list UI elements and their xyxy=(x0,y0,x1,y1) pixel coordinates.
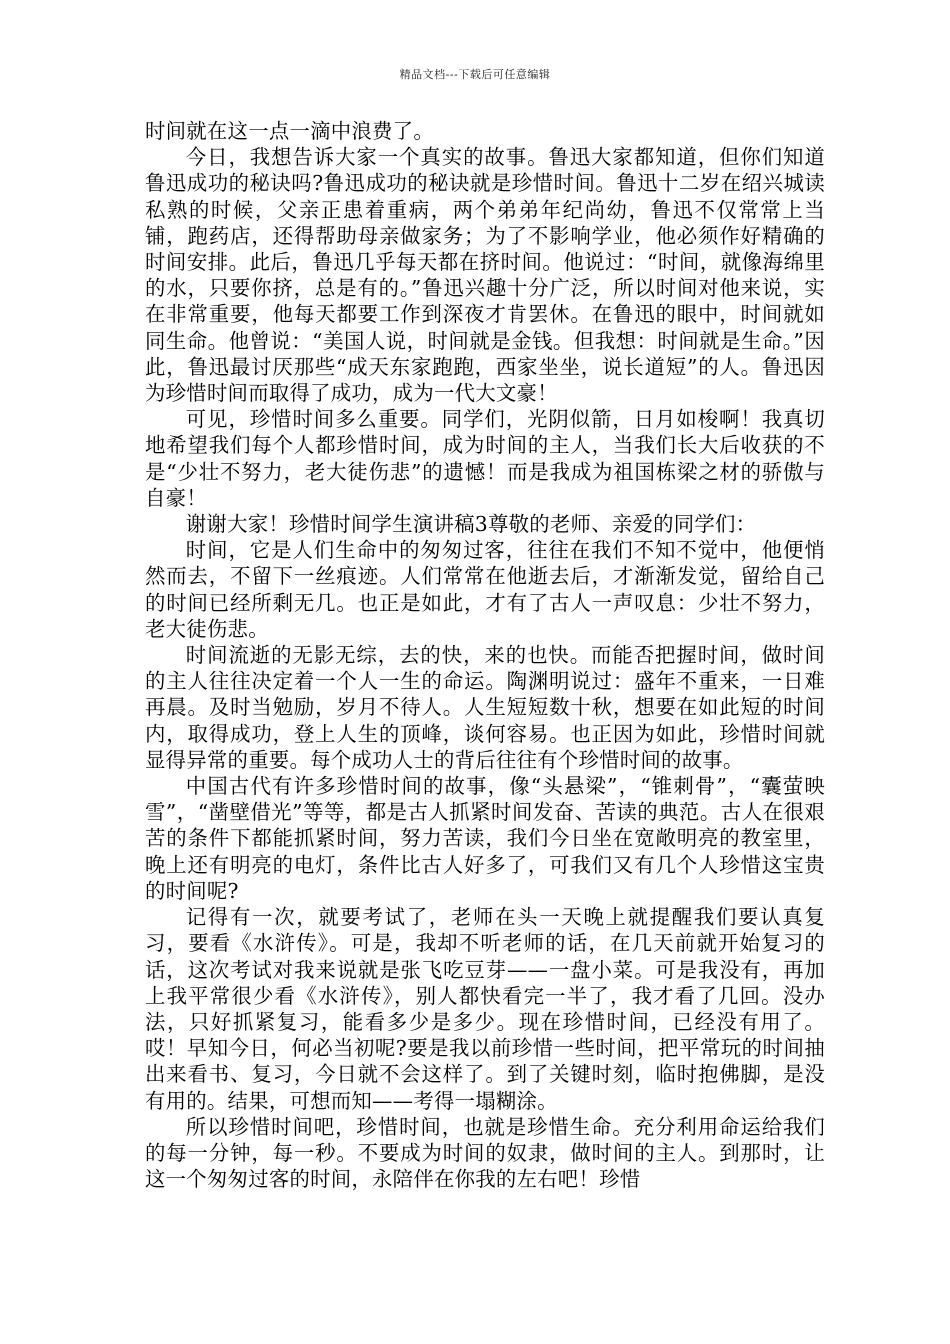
paragraph-8: 记得有一次，就要考试了，老师在头一天晚上就提醒我们要认真复习，要看《水浒传》。可是，我却不听老师的话，在几天前就开始复习的话，这次考试对我来说就是张飞吃豆芽——一盘小菜。可是我没有，再加上我平常很少看《水浒传》，别人都快看完一半了，我才看了几回。没办法，只好抓紧复习，能看多少是多少。现在珍惜时间，已经没有用了。哎！早知今日，何必当初呢?要是我以前珍惜一些时间，把平常玩的时间抽出来看书、复习，今日就不会这样了。到了关键时刻，临时抱佛脚，是没有用的。结果，可想而知——考得一塌糊涂。 xyxy=(145,905,825,1113)
paragraph-1: 时间就在这一点一滴中浪费了。 xyxy=(145,119,434,143)
paragraph-2: 今日，我想告诉大家一个真实的故事。鲁迅大家都知道，但你们知道鲁迅成功的秘诀吗?鲁迅成功的秘诀就是珍惜时间。鲁迅十二岁在绍兴城读私熟的时候，父亲正患着重病，两个弟弟年纪尚幼，鲁迅不仅常常上当铺，跑药店，还得帮助母亲做家务；为了不影响学业，他必须作好精确的时间安排。此后，鲁迅几乎每天都在挤时间。他说过：“时间，就像海绵里的水，只要你挤，总是有的。”鲁迅兴趣十分广泛，所以时间对他来说，实在非常重要，他每天都要工作到深夜才肯罢休。在鲁迅的眼中，时间就如同生命。他曾说：“美国人说，时间就是金钱。但我想：时间就是生命。”因此，鲁迅最讨厌那些“成天东家跑跑，西家坐坐，说长道短”的人。鲁迅因为珍惜时间而取得了成功，成为一代大文豪！ xyxy=(145,145,825,406)
document-body xyxy=(145,118,825,1192)
page-header: 精品文档---下载后可任意编辑 xyxy=(399,68,551,81)
paragraph-3: 可见，珍惜时间多么重要。同学们，光阴似箭，日月如梭啊！我真切地希望我们每个人都珍惜时间，成为时间的主人，当我们长大后收获的不是“少壮不努力，老大徒伤悲”的遗憾！而是我成为祖国栋梁之材的骄傲与自豪！ xyxy=(145,407,825,510)
paragraph-6: 时间流逝的无影无综，去的快，来的也快。而能否把握时间，做时间的主人往往决定着一个人一生的命运。陶渊明说过：盛年不重来，一日难再晨。及时当勉励，岁月不待人。人生短短数十秋，想要在如此短的时间内，取得成功，登上人生的顶峰，谈何容易。也正因为如此，珍惜时间就显得异常的重要。每个成功人士的背后往往有个珍惜时间的故事。 xyxy=(145,643,825,772)
paragraph-4: 谢谢大家！珍惜时间学生演讲稿3尊敬的老师、亲爱的同学们： xyxy=(185,512,757,537)
paragraph-5: 时间，它是人们生命中的匆匆过客，往往在我们不知不觉中，他便悄然而去，不留下一丝痕迹。人们常常在他逝去后，才渐渐发觉，留给自己的时间已经所剩无几。也正是如此，才有了古人一声叹息：少壮不努力，老大徒伤悲。 xyxy=(145,538,825,641)
paragraph-7: 中国古代有许多珍惜时间的故事，像“头悬梁”，“锥刺骨”，“囊萤映雪”，“凿壁借光”等等，都是古人抓紧时间发奋、苦读的典范。古人在很艰苦的条件下都能抓紧时间，努力苦读，我们今日坐在宽敞明亮的教室里，晚上还有明亮的电灯，条件比古人好多了，可我们又有几个人珍惜这宝贵的时间呢? xyxy=(145,774,825,903)
paragraph-9: 所以珍惜时间吧，珍惜时间，也就是珍惜生命。充分利用命运给我们的每一分钟，每一秒。不要成为时间的奴隶，做时间的主人。到那时，让这一个匆匆过客的时间，永陪伴在你我的左右吧！珍惜 xyxy=(145,1114,825,1192)
